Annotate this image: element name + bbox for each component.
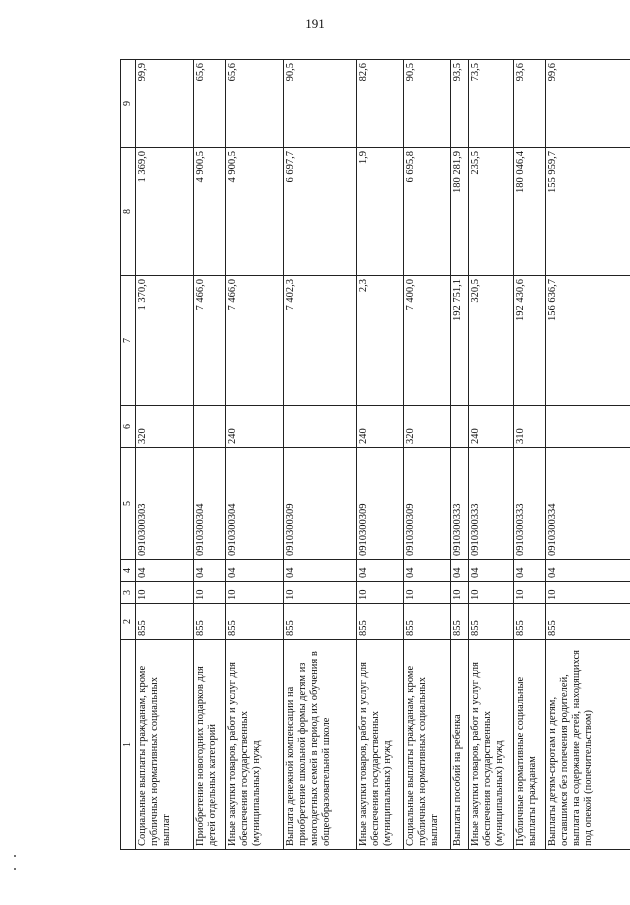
cell-c5: 0910300333 xyxy=(451,448,468,560)
cell-c4: 04 xyxy=(283,560,356,582)
cell-c8: 180 046,4 xyxy=(513,148,545,276)
scan-mark xyxy=(14,855,16,857)
cell-c3: 10 xyxy=(468,582,513,604)
cell-c9: 65,6 xyxy=(225,60,283,148)
cell-name: Публичные нормативные социальные выплаты гражданам xyxy=(513,640,545,850)
cell-c7: 7 400,0 xyxy=(404,276,451,406)
table-row xyxy=(545,60,630,850)
cell-c4: 04 xyxy=(468,560,513,582)
cell-c7: 320,5 xyxy=(468,276,513,406)
cell-c6 xyxy=(451,406,468,448)
cell-c5: 0910300333 xyxy=(468,448,513,560)
cell-c9: 65,6 xyxy=(193,60,225,148)
cell-name: Приобретение новогодних подарков для детей отдельных категорий xyxy=(193,640,225,850)
cell-c4: 04 xyxy=(225,560,283,582)
cell-c7: 156 636,7 xyxy=(545,276,630,406)
cell-c9: 93,6 xyxy=(513,60,545,148)
cell-c3: 10 xyxy=(451,582,468,604)
cell-c7: 192 430,6 xyxy=(513,276,545,406)
cell-c8: 155 959,7 xyxy=(545,148,630,276)
cell-c2: 855 xyxy=(513,604,545,640)
cell-c8: 1 369,0 xyxy=(135,148,193,276)
cell-c7: 192 751,1 xyxy=(451,276,468,406)
budget-table xyxy=(120,59,630,850)
page-number: 191 xyxy=(305,16,325,31)
cell-c4: 04 xyxy=(404,560,451,582)
col-header: 6 xyxy=(121,406,136,448)
cell-c4: 04 xyxy=(451,560,468,582)
cell-c6 xyxy=(283,406,356,448)
table-row xyxy=(451,60,468,850)
cell-c3: 10 xyxy=(545,582,630,604)
cell-c8: 6 697,7 xyxy=(283,148,356,276)
cell-c3: 10 xyxy=(404,582,451,604)
cell-c2: 855 xyxy=(404,604,451,640)
col-header: 2 xyxy=(121,604,136,640)
cell-c7: 7 466,0 xyxy=(193,276,225,406)
cell-c8: 4 900,5 xyxy=(225,148,283,276)
cell-c9: 93,5 xyxy=(451,60,468,148)
cell-name: Иные закупки товаров, работ и услуг для обеспечения государственных (муниципальных) нужд xyxy=(468,640,513,850)
col-header: 3 xyxy=(121,582,136,604)
cell-c8: 235,5 xyxy=(468,148,513,276)
col-header: 8 xyxy=(121,148,136,276)
cell-c6: 310 xyxy=(513,406,545,448)
cell-c4: 04 xyxy=(193,560,225,582)
col-header: 5 xyxy=(121,448,136,560)
header-row xyxy=(121,60,136,850)
cell-c2: 855 xyxy=(283,604,356,640)
cell-c6: 240 xyxy=(356,406,403,448)
cell-c4: 04 xyxy=(545,560,630,582)
cell-c3: 10 xyxy=(225,582,283,604)
cell-name: Иные закупки товаров, работ и услуг для обеспечения государственных (муниципальных) нужд xyxy=(356,640,403,850)
table-row xyxy=(135,60,193,850)
cell-c6: 320 xyxy=(135,406,193,448)
cell-c6: 320 xyxy=(404,406,451,448)
cell-c7: 1 370,0 xyxy=(135,276,193,406)
table-row xyxy=(404,60,451,850)
cell-c5: 0910300334 xyxy=(545,448,630,560)
col-header: 1 xyxy=(121,640,136,850)
table-row xyxy=(225,60,283,850)
cell-c9: 90,5 xyxy=(283,60,356,148)
cell-c7: 7 466,0 xyxy=(225,276,283,406)
col-header: 4 xyxy=(121,560,136,582)
cell-c6: 240 xyxy=(225,406,283,448)
cell-c7: 2,3 xyxy=(356,276,403,406)
cell-c2: 855 xyxy=(225,604,283,640)
cell-c2: 855 xyxy=(468,604,513,640)
cell-c2: 855 xyxy=(193,604,225,640)
cell-c2: 855 xyxy=(545,604,630,640)
cell-c9: 99,9 xyxy=(135,60,193,148)
cell-c6 xyxy=(193,406,225,448)
col-header: 9 xyxy=(121,60,136,148)
col-header: 7 xyxy=(121,276,136,406)
cell-c8: 180 281,9 xyxy=(451,148,468,276)
scan-mark xyxy=(14,868,16,870)
cell-c3: 10 xyxy=(135,582,193,604)
cell-c5: 0910300309 xyxy=(404,448,451,560)
cell-c5: 0910300333 xyxy=(513,448,545,560)
table-row xyxy=(283,60,356,850)
cell-c4: 04 xyxy=(135,560,193,582)
cell-name: Выплаты детям-сиротам и детям, оставшимся без попечения родителей, выплата на содержание детей, находящихся под опекой (попечительством) xyxy=(545,640,630,850)
cell-name: Выплаты пособий на ребенка xyxy=(451,640,468,850)
cell-c9: 82,6 xyxy=(356,60,403,148)
table-row xyxy=(513,60,545,850)
cell-c2: 855 xyxy=(135,604,193,640)
cell-c9: 73,5 xyxy=(468,60,513,148)
cell-c8: 6 695,8 xyxy=(404,148,451,276)
cell-c5: 0910300303 xyxy=(135,448,193,560)
table-row xyxy=(193,60,225,850)
cell-c4: 04 xyxy=(513,560,545,582)
budget-table-container xyxy=(120,60,630,850)
cell-c6: 240 xyxy=(468,406,513,448)
cell-c6 xyxy=(545,406,630,448)
cell-c5: 0910300304 xyxy=(193,448,225,560)
cell-c9: 99,6 xyxy=(545,60,630,148)
cell-c7: 7 402,3 xyxy=(283,276,356,406)
cell-c3: 10 xyxy=(513,582,545,604)
cell-name: Иные закупки товаров, работ и услуг для обеспечения государственных (муниципальных) нужд xyxy=(225,640,283,850)
cell-c9: 90,5 xyxy=(404,60,451,148)
cell-c5: 0910300304 xyxy=(225,448,283,560)
cell-c4: 04 xyxy=(356,560,403,582)
cell-c3: 10 xyxy=(283,582,356,604)
cell-name: Выплата денежной компенсации на приобретение школьной формы детям из многодетных семей в период их обучения в общеобразовательной школе xyxy=(283,640,356,850)
cell-c3: 10 xyxy=(356,582,403,604)
cell-c5: 0910300309 xyxy=(283,448,356,560)
cell-c2: 855 xyxy=(451,604,468,640)
cell-c2: 855 xyxy=(356,604,403,640)
cell-c8: 1,9 xyxy=(356,148,403,276)
table-row xyxy=(356,60,403,850)
table-row xyxy=(468,60,513,850)
cell-name: Социальные выплаты гражданам, кроме публичных нормативных социальных выплат xyxy=(135,640,193,850)
cell-name: Социальные выплаты гражданам, кроме публичных нормативных социальных выплат xyxy=(404,640,451,850)
cell-c3: 10 xyxy=(193,582,225,604)
cell-c5: 0910300309 xyxy=(356,448,403,560)
cell-c8: 4 900,5 xyxy=(193,148,225,276)
